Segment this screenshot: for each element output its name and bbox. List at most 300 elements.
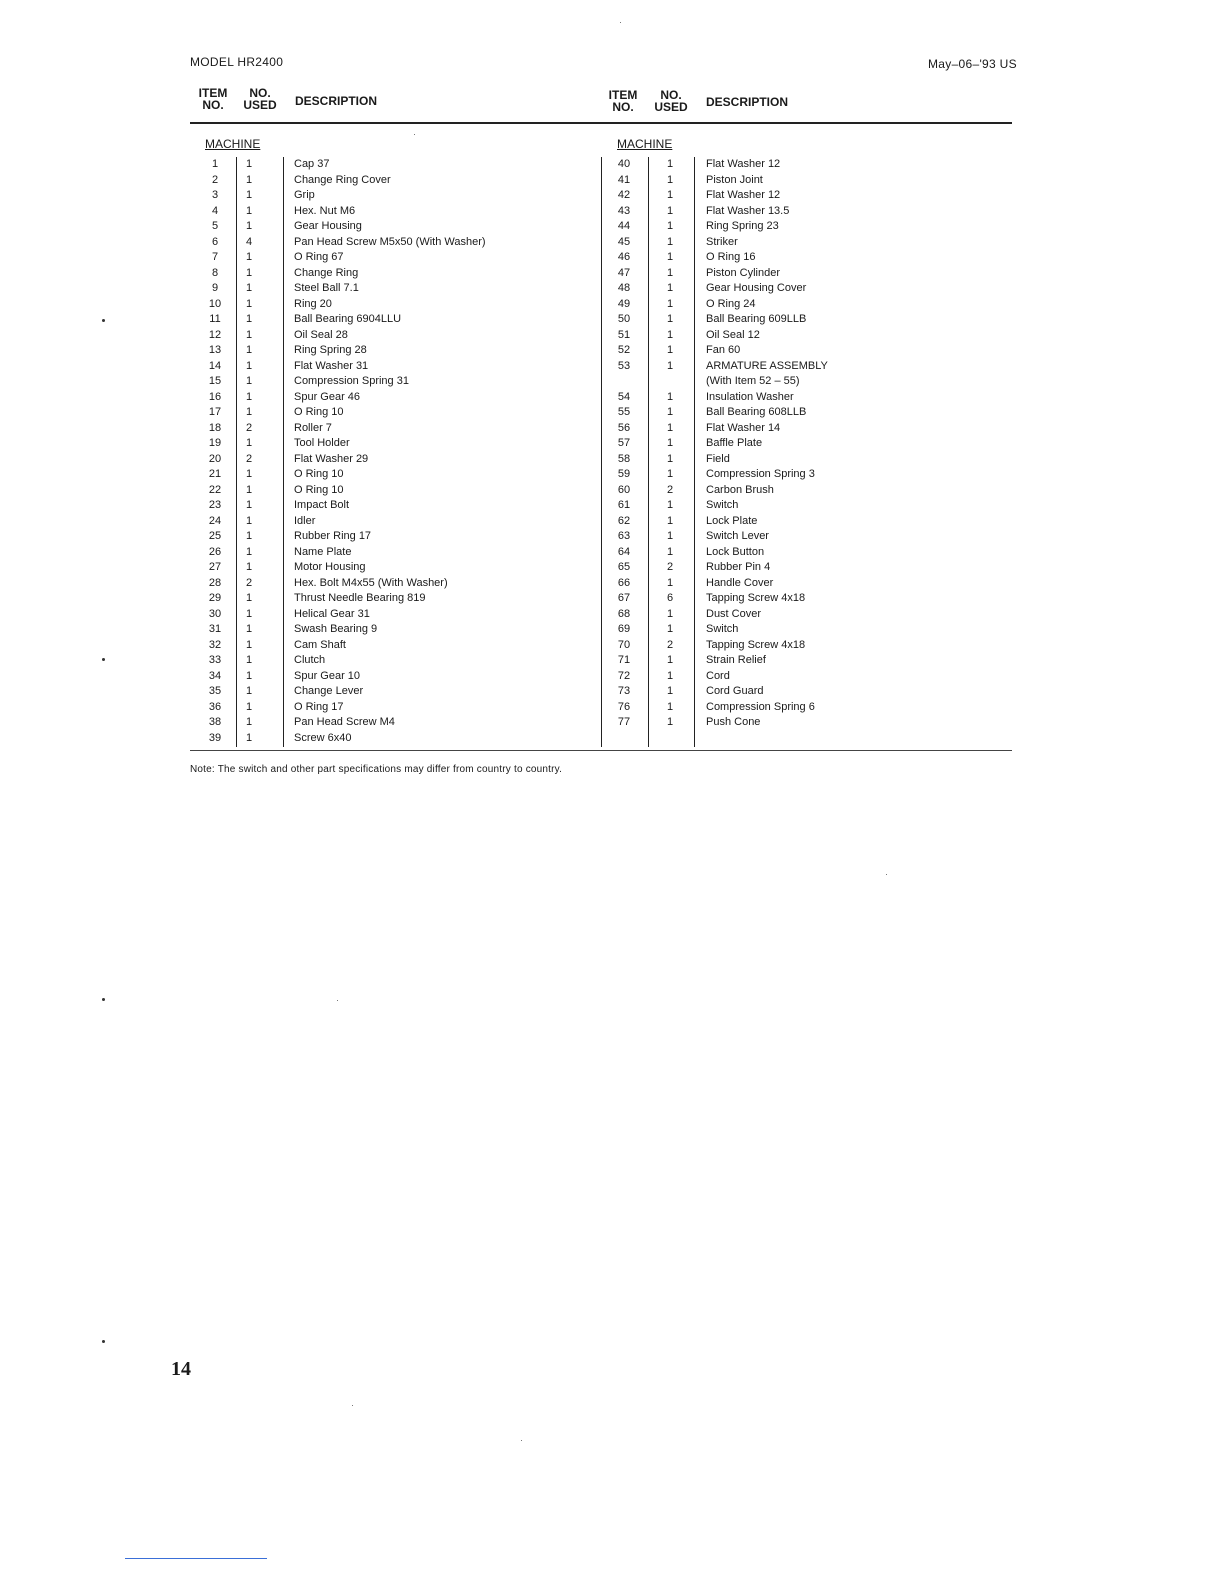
quantity-used: 2 [245,576,253,589]
table-row [602,281,1012,297]
item-number: 55 [617,406,631,418]
quantity-used: 1 [666,576,674,589]
quantity-used: 1 [666,297,674,310]
item-number: 10 [208,297,222,310]
table-row [602,359,1012,375]
quantity-used: 1 [245,204,253,217]
table-row [602,607,1012,623]
item-number: 56 [617,421,631,434]
part-description: Cord [706,669,730,682]
item-number: 41 [617,173,631,186]
scan-speck [521,1440,522,1441]
table-row [602,405,1012,421]
scan-mark [102,998,105,1001]
part-description: Compression Spring 6 [706,700,815,713]
parts-list-right [602,157,1012,731]
part-description: Handle Cover [706,576,774,589]
part-description: Gear Housing Cover [706,282,807,294]
table-row [190,638,590,654]
quantity-used: 1 [245,390,253,403]
part-description: Motor Housing [294,561,366,573]
item-number: 36 [208,700,222,713]
item-number: 65 [617,561,631,573]
part-description: Cap 37 [294,158,330,170]
table-row [190,173,590,189]
quantity-used: 1 [666,313,674,325]
quantity-used: 1 [245,561,253,573]
table-row [190,607,590,623]
quantity-used: 1 [245,282,253,294]
part-description: Tapping Screw 4x18 [706,592,806,604]
part-description: Strain Relief [706,654,766,666]
quantity-used: 1 [245,266,253,279]
part-description: Change Ring Cover [294,173,391,186]
table-row [602,514,1012,530]
part-description: Fan 60 [706,344,741,356]
item-number: 11 [209,313,221,325]
parts-list-left [190,157,590,746]
item-number: 60 [617,483,631,496]
item-number: 35 [208,685,222,697]
quantity-used: 2 [245,421,253,434]
quantity-used: 1 [245,359,253,372]
quantity-used: 1 [666,282,674,294]
part-description: Compression Spring 3 [706,468,815,480]
quantity-used: 1 [666,623,674,635]
item-number: 58 [617,452,631,465]
quantity-used: 4 [245,235,253,248]
footnote: Note: The switch and other part specifications may differ from country to country. [190,764,563,775]
table-row [602,219,1012,235]
table-row [190,374,590,390]
item-number: 70 [617,638,631,651]
quantity-used: 1 [245,297,253,310]
table-row [190,622,590,638]
part-description: Rubber Pin 4 [706,561,771,573]
item-number: 4 [211,204,219,217]
item-number: 40 [617,158,631,170]
quantity-used: 1 [245,592,253,604]
part-description: Switch Lever [706,530,769,542]
part-description: Impact Bolt [294,499,350,511]
item-number: 23 [208,499,222,511]
table-row [602,266,1012,282]
quantity-used: 1 [245,173,253,186]
table-row [190,266,590,282]
item-number: 62 [617,514,631,527]
table-row [190,157,590,173]
item-number: 18 [208,421,222,434]
quantity-used: 1 [666,700,674,713]
item-number: 12 [208,328,222,341]
item-number: 3 [211,189,219,201]
item-number: 22 [208,483,222,496]
item-number: 6 [211,235,219,248]
table-row [602,467,1012,483]
quantity-used: 1 [245,654,253,666]
table-row [190,560,590,576]
table-row [190,669,590,685]
quantity-used: 1 [245,406,253,418]
part-description: Baffle Plate [706,437,763,449]
table-row [602,328,1012,344]
table-row [190,188,590,204]
table-row [602,498,1012,514]
quantity-used: 1 [666,328,674,341]
part-description: Idler [294,514,316,527]
item-number: 76 [617,700,631,713]
table-row [602,421,1012,437]
part-description: (With Item 52 – 55) [706,375,800,387]
quantity-used: 1 [245,437,253,449]
part-description: Dust Cover [706,607,762,620]
quantity-used: 1 [666,204,674,217]
table-row [190,421,590,437]
item-number: 72 [617,669,631,682]
table-row [602,250,1012,266]
table-row [602,576,1012,592]
table-row [602,638,1012,654]
part-description: Ball Bearing 608LLB [706,406,807,418]
quantity-used: 1 [666,530,674,542]
quantity-used: 1 [245,669,253,682]
part-description: Piston Cylinder [706,266,780,279]
table-row [190,483,590,499]
item-number: 33 [208,654,222,666]
quantity-used: 6 [666,592,674,604]
quantity-used: 1 [245,220,253,232]
table-row [602,235,1012,251]
item-number: 53 [617,359,631,372]
table-row [190,219,590,235]
item-number: 21 [208,468,222,480]
table-row [190,545,590,561]
item-number: 64 [617,545,631,558]
table-row [602,390,1012,406]
table-row [190,343,590,359]
part-description: Rubber Ring 17 [294,530,372,542]
quantity-used: 1 [666,173,674,186]
part-description: Hex. Bolt M4x55 (With Washer) [294,576,448,589]
part-description: O Ring 16 [706,251,756,263]
scan-speck [352,1405,353,1406]
part-description: O Ring 67 [294,251,344,263]
scan-speck [620,22,621,23]
quantity-used: 2 [666,638,674,651]
item-number: 73 [617,685,631,697]
part-description: Oil Seal 28 [294,328,348,341]
item-number: 44 [617,220,631,232]
item-number: 27 [208,561,222,573]
table-row [190,390,590,406]
item-number: 13 [208,344,222,356]
table-row [190,405,590,421]
item-number: 16 [208,390,222,403]
part-description: Insulation Washer [706,390,794,403]
footer-rule [190,750,1012,751]
table-row [190,700,590,716]
item-number: 48 [617,282,631,294]
part-description: Swash Bearing 9 [294,623,378,635]
item-number: 31 [208,623,222,635]
table-row [190,467,590,483]
item-number: 50 [617,313,631,325]
quantity-used: 1 [245,545,253,558]
part-description: Name Plate [294,545,352,558]
table-row [602,436,1012,452]
item-no-header-left: ITEM NO. [198,86,228,112]
quantity-used: 1 [666,421,674,434]
part-description: Flat Washer 31 [294,359,369,372]
quantity-used: 1 [666,607,674,620]
table-row [602,684,1012,700]
table-row [602,545,1012,561]
part-description: Pan Head Screw M4 [294,716,395,728]
item-number: 69 [617,623,631,635]
scan-underline [125,1558,267,1559]
quantity-used: 1 [245,313,253,325]
item-number: 47 [617,266,631,279]
part-description: Ball Bearing 6904LLU [294,313,402,325]
item-number: 25 [208,530,222,542]
table-row [602,188,1012,204]
quantity-used: 2 [245,452,253,465]
part-description: Cam Shaft [294,638,346,651]
quantity-used: 1 [666,452,674,465]
item-number: 8 [211,266,219,279]
table-row [190,250,590,266]
part-description: Switch [706,623,739,635]
table-row [190,731,590,747]
item-no-header-right: ITEM NO. [608,88,638,114]
quantity-used: 1 [666,251,674,263]
description-header-right: DESCRIPTION [706,95,789,109]
quantity-used: 1 [245,607,253,620]
item-number: 30 [208,607,222,620]
item-number: 38 [208,716,222,728]
part-description: Ring Spring 28 [294,344,367,356]
item-number: 77 [617,716,631,728]
scan-mark [102,319,105,322]
item-number: 34 [208,669,222,682]
table-row [190,297,590,313]
quantity-used: 1 [666,654,674,666]
item-number: 14 [208,359,222,372]
part-description: Flat Washer 29 [294,452,369,465]
item-number: 68 [617,607,631,620]
part-description: Steel Ball 7.1 [294,282,359,294]
table-row [602,591,1012,607]
table-row [602,343,1012,359]
part-description: Thrust Needle Bearing 819 [294,592,426,604]
quantity-used: 1 [245,685,253,697]
scan-speck [886,874,887,875]
part-description: Flat Washer 14 [706,421,781,434]
table-row [602,669,1012,685]
item-number: 7 [211,251,219,263]
part-description: O Ring 10 [294,483,344,496]
part-description: Pan Head Screw M5x50 (With Washer) [294,235,486,248]
part-description: Helical Gear 31 [294,607,370,620]
item-number: 26 [208,545,222,558]
quantity-used: 1 [245,344,253,356]
quantity-used: 1 [245,700,253,713]
part-description: ARMATURE ASSEMBLY [706,359,828,372]
part-description: Flat Washer 12 [706,189,781,201]
table-row [602,204,1012,220]
quantity-used: 1 [245,731,253,744]
item-number: 59 [617,468,631,480]
table-row [190,235,590,251]
table-row [602,157,1012,173]
table-row [190,436,590,452]
table-row [602,715,1012,731]
quantity-used: 1 [666,235,674,248]
table-row [602,452,1012,468]
part-description: Striker [706,235,738,248]
item-number: 5 [211,220,219,232]
quantity-used: 1 [245,514,253,527]
table-row [190,514,590,530]
item-number: 15 [208,375,222,387]
part-description: Spur Gear 10 [294,669,361,682]
part-description: Change Ring [294,266,359,279]
scan-mark [102,658,105,661]
page-number: 14 [171,1358,191,1380]
item-number: 46 [617,251,631,263]
part-description: Switch [706,499,739,511]
table-row [602,297,1012,313]
part-description: Ball Bearing 609LLB [706,313,807,325]
quantity-used: 1 [666,669,674,682]
item-number: 17 [208,406,222,418]
quantity-used: 1 [245,499,253,511]
item-number: 24 [208,514,222,527]
table-row [190,452,590,468]
quantity-used: 1 [666,499,674,511]
quantity-used: 1 [245,638,253,651]
quantity-used: 1 [666,359,674,372]
part-description: Hex. Nut M6 [294,204,356,217]
table-row [602,312,1012,328]
quantity-used: 1 [666,468,674,480]
item-number: 39 [208,731,222,744]
table-row [602,700,1012,716]
item-number: 71 [617,654,631,666]
part-description: Flat Washer 13.5 [706,204,790,217]
item-number: 29 [208,592,222,604]
part-description: Spur Gear 46 [294,390,361,403]
item-number: 45 [617,235,631,248]
part-description: O Ring 10 [294,406,344,418]
item-number: 61 [617,499,631,511]
quantity-used: 1 [245,716,253,728]
quantity-used: 1 [245,328,253,341]
quantity-used: 1 [666,514,674,527]
part-description: Gear Housing [294,220,362,232]
quantity-used: 1 [666,158,674,170]
item-number: 49 [617,297,631,310]
table-row [602,653,1012,669]
part-description: Compression Spring 31 [294,375,409,387]
quantity-used: 1 [666,189,674,201]
quantity-used: 1 [666,266,674,279]
item-number: 42 [617,189,631,201]
part-description: Screw 6x40 [294,731,352,744]
section-title-right: MACHINE [617,137,673,151]
table-row [602,529,1012,545]
item-number: 20 [208,452,222,465]
item-number: 1 [211,158,219,170]
part-description: Piston Joint [706,173,763,186]
item-number: 66 [617,576,631,589]
table-row [190,359,590,375]
quantity-used: 1 [666,344,674,356]
table-row [190,684,590,700]
quantity-used: 2 [666,561,674,573]
table-row [190,281,590,297]
table-row [602,173,1012,189]
quantity-used: 1 [245,189,253,201]
item-number: 32 [208,638,222,651]
part-description: Ring Spring 23 [706,220,779,232]
quantity-used: 1 [245,530,253,542]
table-row [602,622,1012,638]
model-label: MODEL HR2400 [190,55,284,69]
part-description: Grip [294,189,315,201]
item-number: 52 [617,344,631,356]
part-description: Carbon Brush [706,483,774,496]
table-row [602,483,1012,499]
header-rule [190,122,1012,124]
quantity-used: 1 [245,483,253,496]
table-row [190,591,590,607]
no-used-header-left: NO. USED [243,86,277,112]
part-description: Tapping Screw 4x18 [706,638,806,651]
quantity-used: 1 [245,468,253,480]
item-number: 43 [617,204,631,217]
part-description: Change Lever [294,685,364,697]
table-row [602,560,1012,576]
quantity-used: 1 [245,158,253,170]
scan-speck [414,134,415,135]
part-description: Cord Guard [706,685,764,697]
item-number: 28 [208,576,222,589]
quantity-used: 1 [666,390,674,403]
item-number: 51 [617,328,631,341]
quantity-used: 2 [666,483,674,496]
date-label: May–06–'93 US [928,57,1017,71]
table-row [602,374,1012,390]
part-description: Lock Button [706,545,765,558]
part-description: O Ring 17 [294,700,344,713]
quantity-used: 1 [666,437,674,449]
quantity-used: 1 [245,375,253,387]
quantity-used: 1 [245,623,253,635]
quantity-used: 1 [666,685,674,697]
item-number: 54 [617,390,631,403]
table-row [190,204,590,220]
section-title-left: MACHINE [205,137,261,151]
quantity-used: 1 [666,220,674,232]
table-row [190,328,590,344]
scan-speck [337,1000,338,1001]
table-row [190,715,590,731]
quantity-used: 1 [666,406,674,418]
part-description: Ring 20 [294,297,332,310]
item-number: 67 [617,592,631,604]
part-description: Roller 7 [294,421,332,434]
